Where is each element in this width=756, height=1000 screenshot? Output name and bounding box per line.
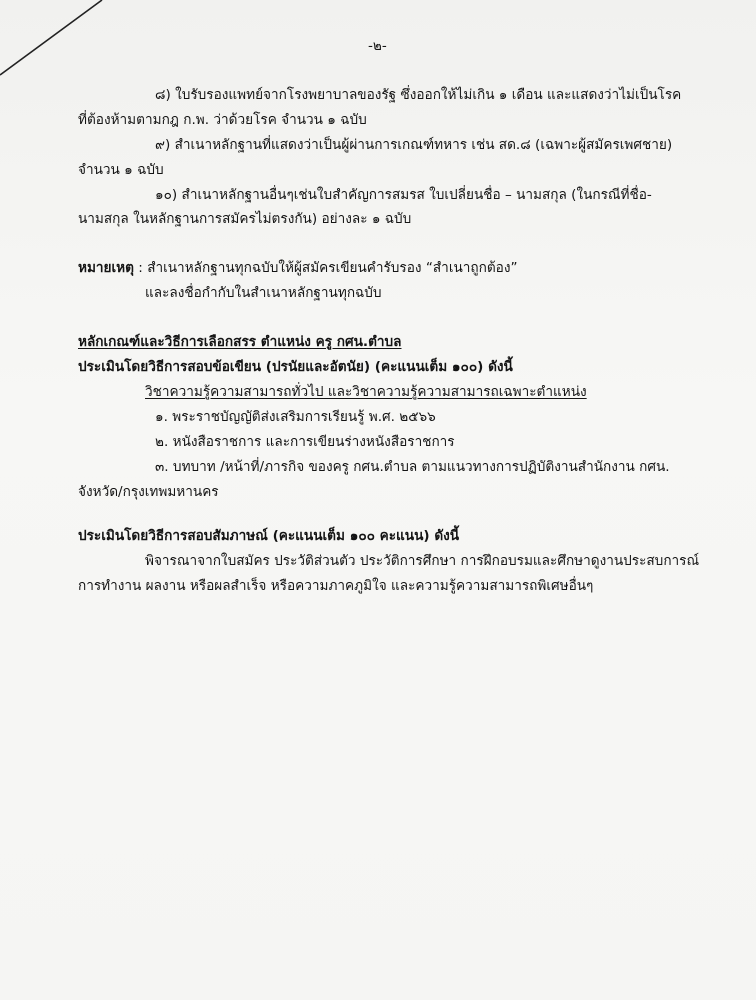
exam-topic-3-continued: จังหวัด/กรุงเทพมหานคร (78, 484, 219, 500)
interview-line-1: พิจารณาจากใบสมัคร ประวัติส่วนตัว ประวัติการศึกษา การฝึกอบรมและศึกษาดูงานประสบการณ์ (145, 553, 700, 569)
exam-topic-1: ๑. พระราชบัญญัติส่งเสริมการเรียนรู้ พ.ศ. ๒๕๖๖ (155, 409, 436, 425)
criteria-heading: หลักเกณฑ์และวิธีการเลือกสรร ตำแหน่ง ครู กศน.ตำบล (78, 334, 402, 350)
remark-label: หมายเหตุ (78, 260, 134, 276)
item-10-line-2: นามสกุล ในหลักฐานการสมัครไม่ตรงกัน) อย่างละ ๑ ฉบับ (78, 211, 412, 227)
item-10-line-1: ๑๐) สำเนาหลักฐานอื่นๆเช่นใบสำคัญการสมรส ใบเปลี่ยนชื่อ – นามสกุล (ในกรณีที่ชื่อ- (155, 187, 652, 203)
remark-text: : สำเนาหลักฐานทุกฉบับให้ผู้สมัครเขียนคำรับรอง “สำเนาถูกต้อง” (133, 260, 518, 276)
written-exam-subheading: วิชาความรู้ความสามารถทั่วไป และวิชาความรู้ความสามารถเฉพาะตำแหน่ง (145, 384, 587, 400)
page-number: -๒- (368, 38, 387, 54)
item-9-line-1: ๙) สำเนาหลักฐานที่แสดงว่าเป็นผู้ผ่านการเกณฑ์ทหาร เช่น สด.๘ (เฉพาะผู้สมัครเพศชาย) (155, 137, 673, 153)
exam-topic-3: ๓. บทบาท /หน้าที่/ภารกิจ ของครู กศน.ตำบล ตามแนวทางการปฏิบัติงานสำนักงาน กศน. (155, 459, 670, 475)
interview-line-2: การทำงาน ผลงาน หรือผลสำเร็จ หรือความภาคภูมิใจ และความรู้ความสามารถพิเศษอื่นๆ (78, 578, 594, 594)
item-8-line-2: ที่ต้องห้ามตามกฎ ก.พ. ว่าด้วยโรค จำนวน ๑ ฉบับ (78, 112, 367, 128)
item-8-line-1: ๘) ใบรับรองแพทย์จากโรงพยาบาลของรัฐ ซึ่งออกให้ไม่เกิน ๑ เดือน และแสดงว่าไม่เป็นโรค (155, 87, 682, 103)
written-exam-heading: ประเมินโดยวิธีการสอบข้อเขียน (ปรนัยและอัตนัย) (คะแนนเต็ม ๑๐๐) ดังนี้ (78, 359, 513, 375)
remark-line-2: และลงชื่อกำกับในสำเนาหลักฐานทุกฉบับ (145, 285, 382, 301)
exam-topic-2: ๒. หนังสือราชการ และการเขียนร่างหนังสือราชการ (155, 434, 455, 450)
remark-line-1 (78, 259, 518, 277)
interview-heading: ประเมินโดยวิธีการสอบสัมภาษณ์ (คะแนนเต็ม ๑๐๐ คะแนน) ดังนี้ (78, 528, 460, 544)
item-9-line-2: จำนวน ๑ ฉบับ (78, 162, 164, 178)
